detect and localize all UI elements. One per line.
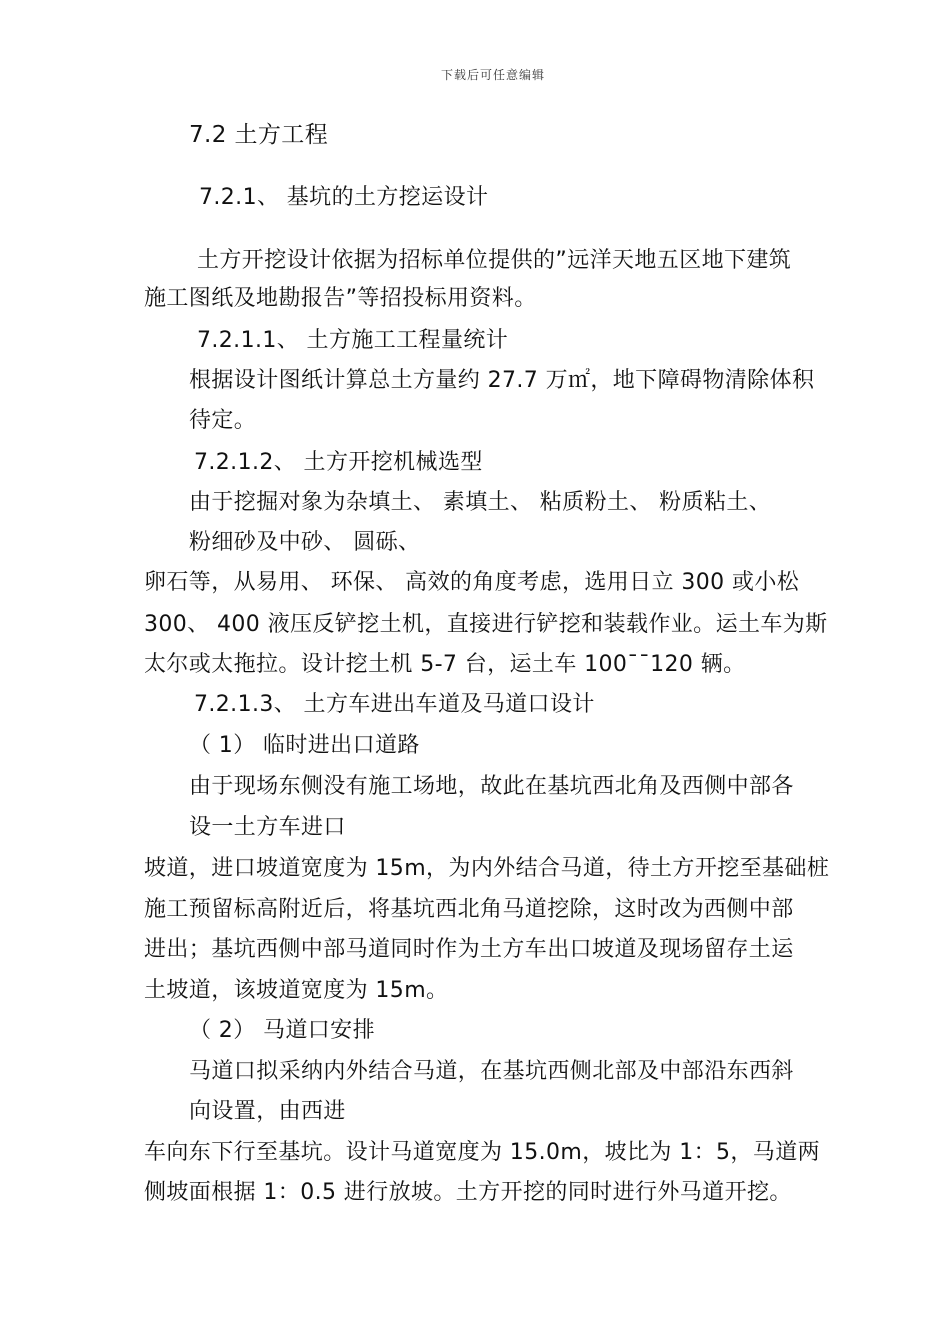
subheading-7-2-1-2: 7.2.1.2、 土方开挖机械选型 [194,450,483,475]
paragraph-line: 向设置，由西进 [189,1099,346,1124]
paragraph-line: 施工图纸及地勘报告”等招投标用资料。 [144,286,537,311]
page-header: 下载后可任意编辑 [441,68,546,82]
paragraph-line: 土坡道，该坡道宽度为 15m。 [144,978,449,1003]
subheading-7-2-1-1: 7.2.1.1、 土方施工工程量统计 [197,328,509,353]
paragraph-line: 待定。 [189,408,257,433]
paragraph-line: 300、 400 液压反铲挖土机，直接进行铲挖和装载作业。运土车为斯 [144,612,828,637]
paragraph-line: 马道口拟采纳内外结合马道，在基坑西侧北部及中部沿东西斜 [189,1059,794,1084]
paragraph-line: 土方开挖设计依据为招标单位提供的”远洋天地五区地下建筑 [197,248,792,273]
paragraph-line: 卵石等，从易用、 环保、 高效的角度考虑，选用日立 300 或小松 [144,570,800,595]
paragraph-line: 车向东下行至基坑。设计马道宽度为 15.0m，坡比为 1：5，马道两 [144,1140,820,1165]
paragraph-line: 侧坡面根据 1：0.5 进行放坡。土方开挖的同时进行外马道开挖。 [144,1180,792,1205]
paragraph-line: 根据设计图纸计算总土方量约 27.7 万㎡，地下障碍物清除体积 [189,368,815,393]
subsection-heading-7-2-1: 7.2.1、 基坑的土方挖运设计 [199,185,489,210]
paragraph-line: 进出；基坑西侧中部马道同时作为土方车出口坡道及现场留存土运 [144,937,794,962]
paragraph-line: 由于现场东侧没有施工场地，故此在基坑西北角及西侧中部各 [189,774,794,799]
paragraph-line: 粉细砂及中砂、 圆砾、 [189,530,421,555]
paragraph-line: 由于挖掘对象为杂填土、 素填土、 粘质粉土、 粉质粘土、 [189,490,772,515]
paragraph-line: 设一土方车进口 [189,815,346,840]
paragraph-line: 太尔或太拖拉。设计挖土机 5-7 台，运土车 100¯¯120 辆。 [144,652,746,677]
paragraph-line: 施工预留标高附近后，将基坑西北角马道挖除，这时改为西侧中部 [144,897,794,922]
list-item-heading: （ 1） 临时进出口道路 [189,733,420,758]
section-heading-7-2: 7.2 土方工程 [189,122,329,148]
subheading-7-2-1-3: 7.2.1.3、 土方车进出车道及马道口设计 [194,692,595,717]
paragraph-line: 坡道，进口坡道宽度为 15m，为内外结合马道，待土方开挖至基础桩 [144,856,830,881]
list-item-heading: （ 2） 马道口安排 [189,1018,375,1043]
